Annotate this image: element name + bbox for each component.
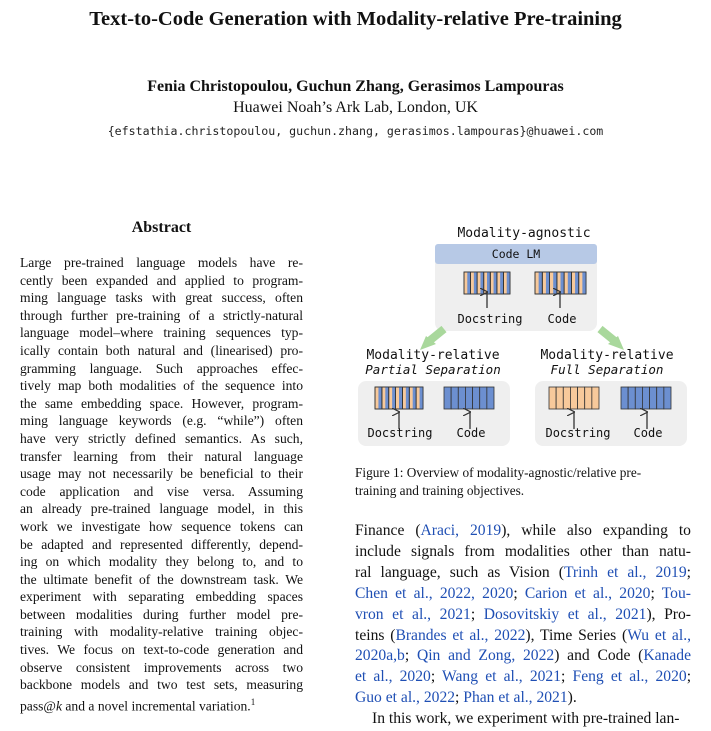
agnostic-docstring-label: Docstring [457,312,523,326]
token-cell-half [487,272,490,294]
body-line: include signals from modalities other than natu- [355,542,691,560]
paper-authors: Fenia Christopoulou, Guchun Zhang, Gerasimos Lampouras [147,78,564,95]
abstract-line: ming language keywords (e.g. “while”) often [20,413,303,429]
abstract-line: tives. We focus on text-to-code generation and [20,642,303,658]
body-line: teins (Brandes et al., 2022), Time Series (Wu et al., [355,626,691,644]
abstract-text [20,254,303,715]
body-line: In this work, we experiment with pre-trained lan- [372,710,680,728]
citation-link[interactable]: Tou- [661,584,691,602]
abstract-line: the same embedding space. However, program- [20,395,303,411]
agnostic-code-label: Code [547,312,577,326]
abstract-heading: Abstract [131,219,192,236]
citation-link[interactable]: Araci, 2019 [420,522,502,539]
citation-link[interactable]: Carion et al., 2020 [524,584,651,602]
abstract-line: usage may not necessarily be beneficial to their [20,466,303,482]
full-code-block [621,387,671,409]
abstract-line: have very strictly defined semantics. As such, [20,430,303,446]
abstract-line: an already pre-trained language model, in this [20,501,303,517]
token-cell [585,387,592,409]
agnostic-title: Modality-agnostic [457,226,591,241]
abstract-line: code application and vise versa. Assuming [20,483,303,499]
token-cell-half [474,272,477,294]
abstract-line: observe consistent improvements across two [20,659,303,675]
full-code-label: Code [633,426,663,440]
token-cell [465,387,472,409]
citation-link[interactable]: Chen et al., 2022, 2020 [355,584,514,602]
token-cell-half [500,272,503,294]
full-title: Modality-relative [540,348,674,363]
token-cell [549,387,556,409]
token-cell [621,387,628,409]
token-cell-half [385,387,388,409]
token-cell-half [507,272,510,294]
token-cell-half [392,387,395,409]
abstract-line: ing on which modality they belong to, and to [20,554,303,570]
token-cell-half [575,272,579,294]
abstract-line: ming language tasks with great success, often [20,290,303,306]
token-cell [642,387,649,409]
token-cell-half [494,272,497,294]
token-cell-half [582,272,586,294]
token-cell [451,387,458,409]
abstract-line: tively map both modalities of the sequence into [20,378,303,394]
abstract-line: between modalities during further model pre- [20,606,303,622]
token-cell [563,387,570,409]
body-line: et al., 2020; Wang et al., 2021; Feng et al., 2020; [355,668,692,686]
abstract-line: cently been expanded and applied to program- [20,272,303,288]
token-cell-half [568,272,572,294]
citation-link[interactable]: et al., 2020 [355,668,431,686]
citation-link[interactable]: Kanade [643,647,691,665]
token-cell [570,387,577,409]
body-line: Chen et al., 2022, 2020; Carion et al., 2020; Tou- [355,584,691,602]
citation-link[interactable]: vron et al., 2021 [355,605,471,623]
body-line: ral language, such as Vision (Trinh et al., 2019; [355,563,691,581]
token-cell-half [539,272,543,294]
paper-affiliation: Huawei Noah’s Ark Lab, London, UK [233,99,478,116]
abstract-line: Large pre-trained language models have re- [20,255,303,270]
abstract-line: through further pre-training of a strictly-natural [20,307,303,323]
body-line: vron et al., 2021; Dosovitskiy et al., 2021), Pro- [355,605,691,623]
token-cell-half [467,272,470,294]
agnostic-code-block [535,272,586,294]
full-subtitle: Full Separation [550,362,664,377]
citation-link[interactable]: Brandes et al., 2022 [395,626,526,644]
token-cell [480,387,487,409]
partial-title: Modality-relative [366,348,500,363]
citation-link[interactable]: 2020a,b [355,647,405,665]
full-docstring-label: Docstring [545,426,611,440]
citation-link[interactable]: Dosovitskiy et al., 2021 [483,605,647,623]
citation-link[interactable]: Feng et al., 2020 [572,668,687,686]
token-cell [650,387,657,409]
token-cell-half [413,387,416,409]
body-line: Finance (Araci, 2019), while also expanding to [355,522,691,539]
code-lm-label: Code LM [491,247,541,261]
partial-docstring-label: Docstring [367,426,433,440]
partial-code-block [444,387,494,409]
token-cell-half [546,272,550,294]
token-cell-half [553,272,557,294]
citation-link[interactable]: Qin and Zong, 2022 [416,647,555,665]
body-text [355,521,691,730]
token-cell [664,387,671,409]
token-cell [628,387,635,409]
token-cell [556,387,563,409]
citation-link[interactable]: Guo et al., 2022 [355,689,456,707]
token-cell [444,387,451,409]
abstract-line: gramming language. Such approaches effec- [20,360,303,376]
caption-line: Figure 1: Overview of modality-agnostic/relative pre- [355,465,642,480]
token-cell-half [378,387,381,409]
token-cell [578,387,585,409]
token-cell [487,387,494,409]
figure-caption [355,464,690,499]
abstract-line: transfer learning from their natural language [20,448,303,464]
token-cell-half [399,387,402,409]
paper-email: {efstathia.christopoulou, guchun.zhang, gerasimos.lampouras}@huawei.com [107,124,604,138]
abstract-line: training with modality-relative training objec- [20,624,303,640]
body-line: 2020a,b; Qin and Zong, 2022) and Code (Kanade [355,647,691,665]
token-cell [657,387,664,409]
abstract-line: the ultimate benefit of the downstream task. We [20,571,303,587]
token-cell-half [420,387,423,409]
figure-1 [338,216,710,462]
citation-link[interactable]: Wang et al., 2021 [442,668,562,686]
footnote-mark: 1 [250,696,256,707]
abstract-line: be adapted and represented differently, depend- [20,536,303,552]
abstract-line: work we investigate how sequence tokens can [20,518,303,534]
citation-link[interactable]: Wu et al., [627,626,691,644]
token-cell [592,387,599,409]
token-cell [635,387,642,409]
abstract-line: backbone models and two test sets, measuring [20,677,303,693]
paper-title: Text-to-Code Generation with Modality-relative Pre-training [89,8,622,30]
agnostic-docstring-block [464,272,510,294]
abstract-line: language model–where training sequences typ- [20,325,303,341]
caption-line: training and training objectives. [355,482,525,498]
partial-code-label: Code [456,426,486,440]
citation-link[interactable]: Trinh et al., 2019 [563,563,687,581]
citation-link[interactable]: Phan et al., 2021 [463,689,568,707]
full-docstring-block [549,387,599,409]
token-cell [473,387,480,409]
token-cell [458,387,465,409]
partial-subtitle: Partial Separation [365,362,501,377]
token-cell-half [561,272,565,294]
token-cell-half [480,272,483,294]
partial-docstring-block [375,387,423,409]
body-line: Guo et al., 2022; Phan et al., 2021). [355,689,577,707]
token-cell-half [406,387,409,409]
abstract-line: pass@k and a novel incremental variation.$^1$ [20,696,256,714]
abstract-line: experiment with separating embedding spaces [20,589,303,605]
abstract-line: ically contain both natural and (linearised) pro- [20,342,303,358]
